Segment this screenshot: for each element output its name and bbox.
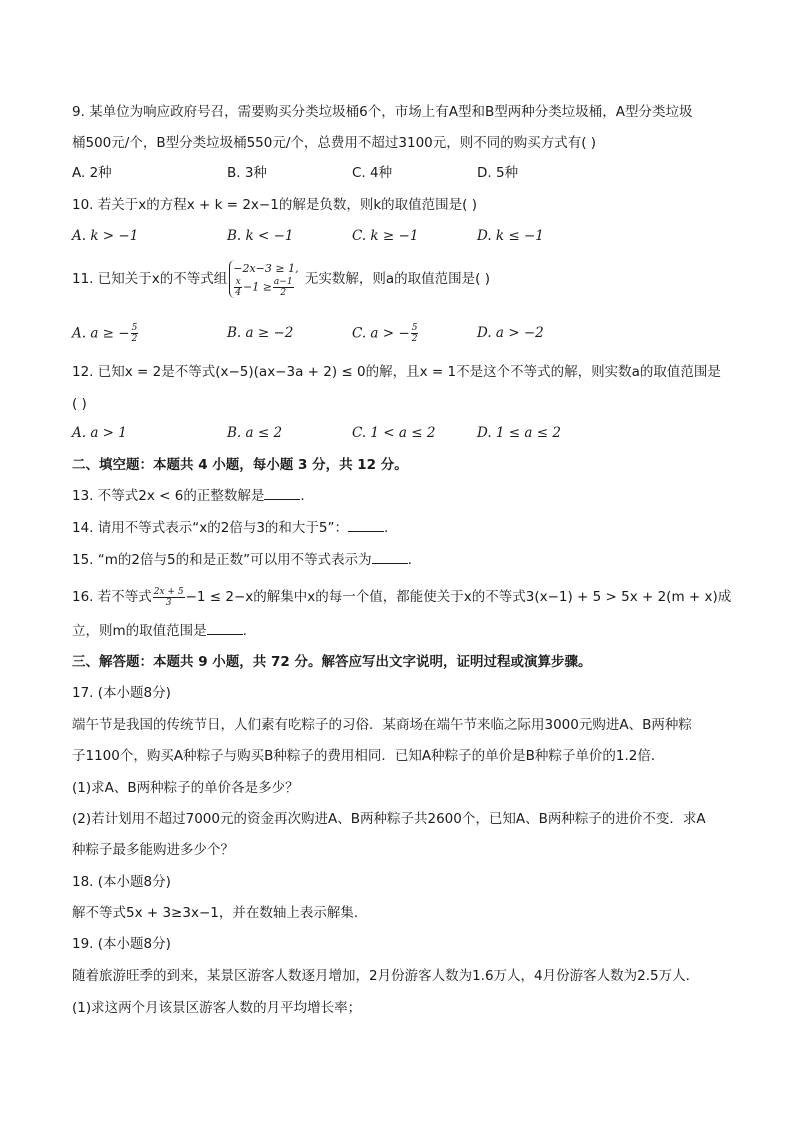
question-16-line-2: 立，则m的取值范围是 . <box>72 623 247 639</box>
question-16-line-1: 16. 若不等式 $\frac{2x + 5}{3}$ −1 ≤ 2−x的解集中x的每一个值，都能使关于x的不等式3(x−1) + 5 > 5x + 2(m + x)成 <box>72 586 732 608</box>
question-11-stem <box>72 260 490 300</box>
question-11-suffix: 无实数解，则a的取值范围是( ) <box>304 271 490 287</box>
option-d: D. 1 ≤ a ≤ 2 <box>477 425 561 441</box>
answer-blank <box>264 486 300 500</box>
option-b: B. a ≥ −2 <box>227 325 294 341</box>
option-b: B. k < −1 <box>227 228 294 244</box>
question-10-stem: 10. 若关于x的方程x + k = 2x−1的解是负数，则k的取值范围是( ) <box>72 197 477 213</box>
question-13: 13. 不等式2x < 6的正整数解是 . <box>72 488 305 504</box>
option-d: D. k ≤ −1 <box>477 228 544 244</box>
question-17-heading: 17. (本小题8分) <box>72 685 171 701</box>
question-19-heading: 19. (本小题8分) <box>72 936 171 952</box>
answer-blank <box>372 550 408 564</box>
question-17-sub-1: (1)求A、B两种粽子的单价各是多少？ <box>72 780 299 796</box>
question-17-para-2: 子1100个，购买A种粽子与购买B种粽子的费用相同．已知A种粽子的单价是B种粽子单价的1.2倍． <box>72 748 665 764</box>
option-a: A. k > −1 <box>72 228 139 244</box>
question-11-options <box>72 323 722 343</box>
question-10-options <box>72 226 722 246</box>
inequality-system <box>229 260 298 298</box>
option-c: C. 4种 <box>352 165 393 181</box>
answer-blank <box>207 621 243 635</box>
section-3-heading: 三、解答题：本题共 9 小题，共 72 分。解答应写出文字说明，证明过程或演算步骤。 <box>72 654 592 670</box>
question-18-heading: 18. (本小题8分) <box>72 874 171 890</box>
question-15: 15. “m的2倍与5的和是正数”可以用不等式表示为 . <box>72 552 412 568</box>
question-11-prefix: 11. 已知关于x的不等式组 <box>72 271 228 287</box>
question-12-line-1: 12. 已知x = 2是不等式(x−5)(ax−3a + 2) ≤ 0的解，且x = 1不是这个不等式的解，则实数a的取值范围是 <box>72 364 721 380</box>
question-14: 14. 请用不等式表示“x的2倍与3的和大于5”： . <box>72 520 389 536</box>
option-b: B. a ≤ 2 <box>227 425 283 441</box>
option-c: C. a > − $\frac{5}{2}$ <box>352 323 418 344</box>
option-c: C. 1 < a ≤ 2 <box>352 425 436 441</box>
question-12-options <box>72 423 722 443</box>
question-12-line-2: ( ) <box>72 396 87 412</box>
question-9-line-1: 9. 某单位为响应政府号召，需要购买分类垃圾桶6个，市场上有A型和B型两种分类垃圾桶，A型分类垃圾 <box>72 104 693 120</box>
system-row-2: $\frac{x}{4}$ −1 ≥ $\frac{a-1}{2}$ <box>235 277 293 298</box>
option-a: A. a > 1 <box>72 425 127 441</box>
option-a: A. 2种 <box>72 165 112 181</box>
question-17-sub-2a: (2)若计划用不超过7000元的资金再次购进A、B两种粽子共2600个，已知A、B两种粽子的进价不变．求A <box>72 811 706 827</box>
question-17-para-1: 端午节是我国的传统节日，人们素有吃粽子的习俗．某商场在端午节来临之际用3000元购进A、B两种粽 <box>72 717 692 733</box>
option-a: A. a ≥ − $\frac{5}{2}$ <box>72 323 138 344</box>
question-17-sub-2b: 种粽子最多能购进多少个？ <box>72 842 234 858</box>
question-19-para: 随着旅游旺季的到来，某景区游客人数逐月增加，2月份游客人数为1.6万人，4月份游客人数为2.5万人． <box>72 968 700 984</box>
section-2-heading: 二、填空题：本题共 4 小题，每小题 3 分，共 12 分。 <box>72 457 408 473</box>
answer-blank <box>348 518 384 532</box>
option-c: C. k ≥ −1 <box>352 228 419 244</box>
system-row-1: −2x−3 ≥ 1, <box>233 262 299 275</box>
question-9-line-2: 桶500元/个，B型分类垃圾桶550元/个，总费用不超过3100元，则不同的购买方式有( ) <box>72 135 597 151</box>
option-d: D. a > −2 <box>477 325 544 341</box>
question-9-options <box>72 163 722 183</box>
fraction: $\frac{2x + 5}{3}$ <box>153 586 184 608</box>
question-19-sub-1: (1)求这两个月该景区游客人数的月平均增长率； <box>72 1000 362 1016</box>
question-18-para: 解不等式5x + 3≥3x−1，并在数轴上表示解集． <box>72 905 368 921</box>
option-b: B. 3种 <box>227 165 267 181</box>
option-d: D. 5种 <box>477 165 519 181</box>
